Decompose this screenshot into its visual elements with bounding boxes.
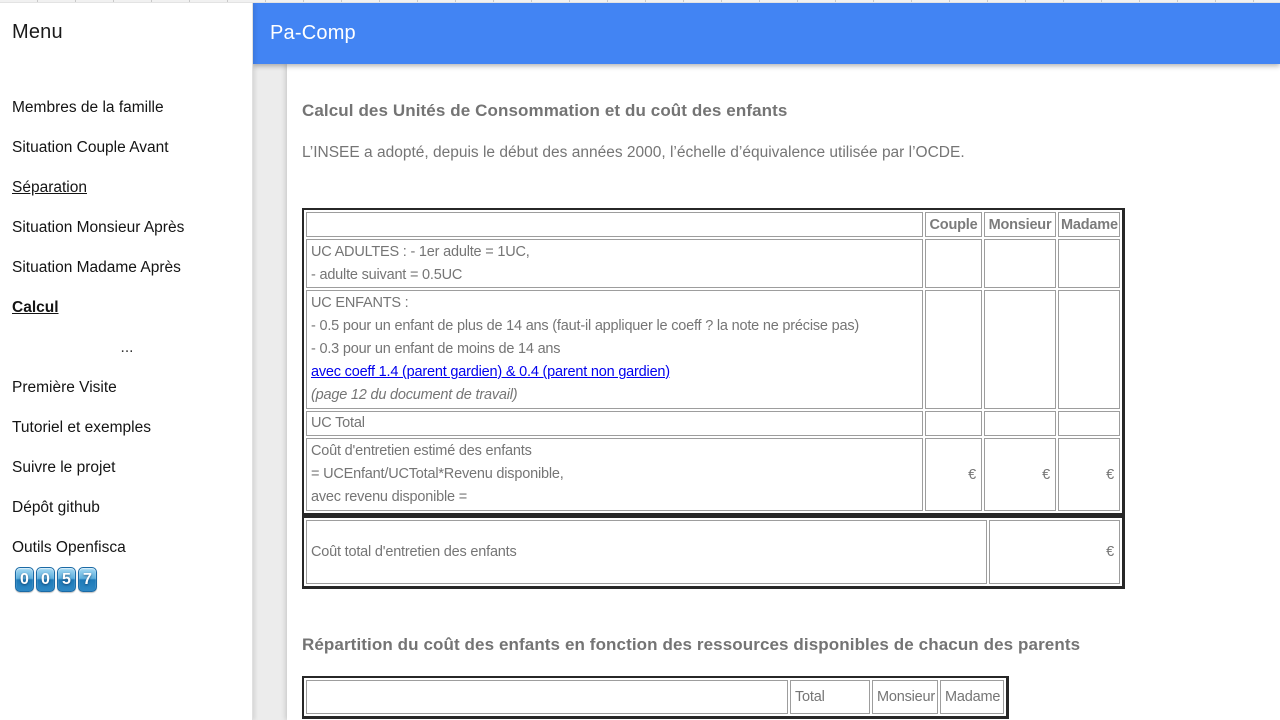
repartition-header-monsieur: Monsieur: [872, 680, 938, 714]
uc-header-couple: Couple: [925, 212, 982, 237]
cout-entretien-couple-cell: €: [925, 438, 982, 511]
sidebar-item-suivre-le-projet[interactable]: Suivre le projet: [12, 459, 116, 476]
sidebar-item-premiere-visite[interactable]: Première Visite: [12, 379, 117, 396]
sidebar-item-situation-monsieur-apres[interactable]: Situation Monsieur Après: [12, 219, 185, 236]
uc-total-couple-cell: [925, 411, 982, 436]
uc-adultes-madame-cell: [1058, 239, 1120, 288]
cout-entretien-label: [306, 438, 923, 511]
total-cost-value-cell: €: [989, 520, 1120, 584]
sidebar: [0, 3, 253, 720]
sidebar-item-depot-github[interactable]: Dépôt github: [12, 499, 100, 516]
app-bar: [253, 3, 1280, 64]
repartition-header-row: [306, 680, 1004, 714]
sidebar-item-outils-openfisca[interactable]: Outils Openfisca: [12, 539, 126, 556]
uc-table-header-row: [306, 212, 1120, 237]
total-cost-table: [302, 516, 1125, 589]
section2-heading: Répartition du coût des enfants en fonction des ressources disponibles de chacun des parents: [302, 635, 1081, 654]
uc-adultes-row: [306, 239, 1120, 288]
uc-enfants-row: [306, 290, 1120, 409]
uc-enfants-line2: - 0.5 pour un enfant de plus de 14 ans (faut-il appliquer le coeff ? la note ne précise pas): [311, 318, 860, 334]
uc-enfants-label: [306, 290, 923, 409]
uc-adultes-label: [306, 239, 923, 288]
uc-enfants-line3: - 0.3 pour un enfant de moins de 14 ans: [311, 341, 561, 357]
cout-entretien-row: [306, 438, 1120, 511]
app-title: Pa-Comp: [270, 22, 356, 44]
uc-enfants-monsieur-cell: [984, 290, 1056, 409]
uc-adultes-monsieur-cell: [984, 239, 1056, 288]
cout-entretien-madame-cell: €: [1058, 438, 1120, 511]
uc-header-empty: [306, 212, 923, 237]
total-cost-label: Coût total d'entretien des enfants: [306, 520, 987, 584]
sidebar-item-tutoriel-et-exemples[interactable]: Tutoriel et exemples: [12, 419, 151, 436]
cout-entretien-monsieur-cell: €: [984, 438, 1056, 511]
uc-adultes-line1: UC ADULTES : - 1er adulte = 1UC,: [311, 243, 530, 260]
cout-entretien-line3: avec revenu disponible =: [311, 489, 468, 505]
uc-enfants-line1: UC ENFANTS :: [311, 295, 409, 311]
uc-header-monsieur: Monsieur: [984, 212, 1056, 237]
repartition-header-empty: [306, 680, 788, 714]
total-cost-row: [306, 520, 1120, 584]
section1-heading: Calcul des Unités de Consommation et du coût des enfants: [302, 101, 788, 120]
sidebar-item-separation[interactable]: Séparation: [12, 179, 87, 196]
cout-entretien-line1: Coût d'entretien estimé des enfants: [311, 443, 532, 459]
sidebar-item-situation-madame-apres[interactable]: Situation Madame Après: [12, 259, 181, 276]
cout-entretien-line2: = UCEnfant/UCTotal*Revenu disponible,: [311, 466, 564, 482]
counter-digit: 7: [78, 567, 97, 592]
repartition-header-madame: Madame: [940, 680, 1004, 714]
uc-enfants-couple-cell: [925, 290, 982, 409]
sidebar-item-membres-de-la-famille[interactable]: Membres de la famille: [12, 99, 164, 116]
uc-adultes-line2: - adulte suivant = 0.5UC: [311, 266, 463, 283]
counter-digit: 0: [15, 567, 34, 592]
uc-total-madame-cell: [1058, 411, 1120, 436]
counter-digit: 5: [57, 567, 76, 592]
uc-enfants-note: (page 12 du document de travail): [311, 387, 518, 403]
uc-table: [302, 208, 1125, 516]
uc-header-madame: Madame: [1058, 212, 1120, 237]
repartition-table: [302, 676, 1009, 719]
clipped-top-strip: [0, 0, 1280, 3]
counter-digit: 0: [36, 567, 55, 592]
repartition-header-total: Total: [790, 680, 870, 714]
sidebar-menu-ellipsis: ...: [120, 339, 134, 356]
uc-enfants-madame-cell: [1058, 290, 1120, 409]
content-card: [287, 64, 1280, 720]
uc-total-row: [306, 411, 1120, 436]
coeff-link[interactable]: avec coeff 1.4 (parent gardien) & 0.4 (parent non gardien): [311, 364, 670, 380]
sidebar-title: Menu: [12, 21, 63, 43]
intro-paragraph: L’INSEE a adopté, depuis le début des années 2000, l’échelle d’équivalence utilisée par l’OCDE.: [302, 144, 965, 161]
sidebar-item-calcul[interactable]: Calcul: [12, 299, 59, 316]
visitor-counter: [15, 567, 97, 592]
uc-total-monsieur-cell: [984, 411, 1056, 436]
uc-total-label: UC Total: [306, 411, 923, 436]
sidebar-item-situation-couple-avant[interactable]: Situation Couple Avant: [12, 139, 169, 156]
sidebar-menu: [12, 88, 242, 568]
uc-adultes-couple-cell: [925, 239, 982, 288]
